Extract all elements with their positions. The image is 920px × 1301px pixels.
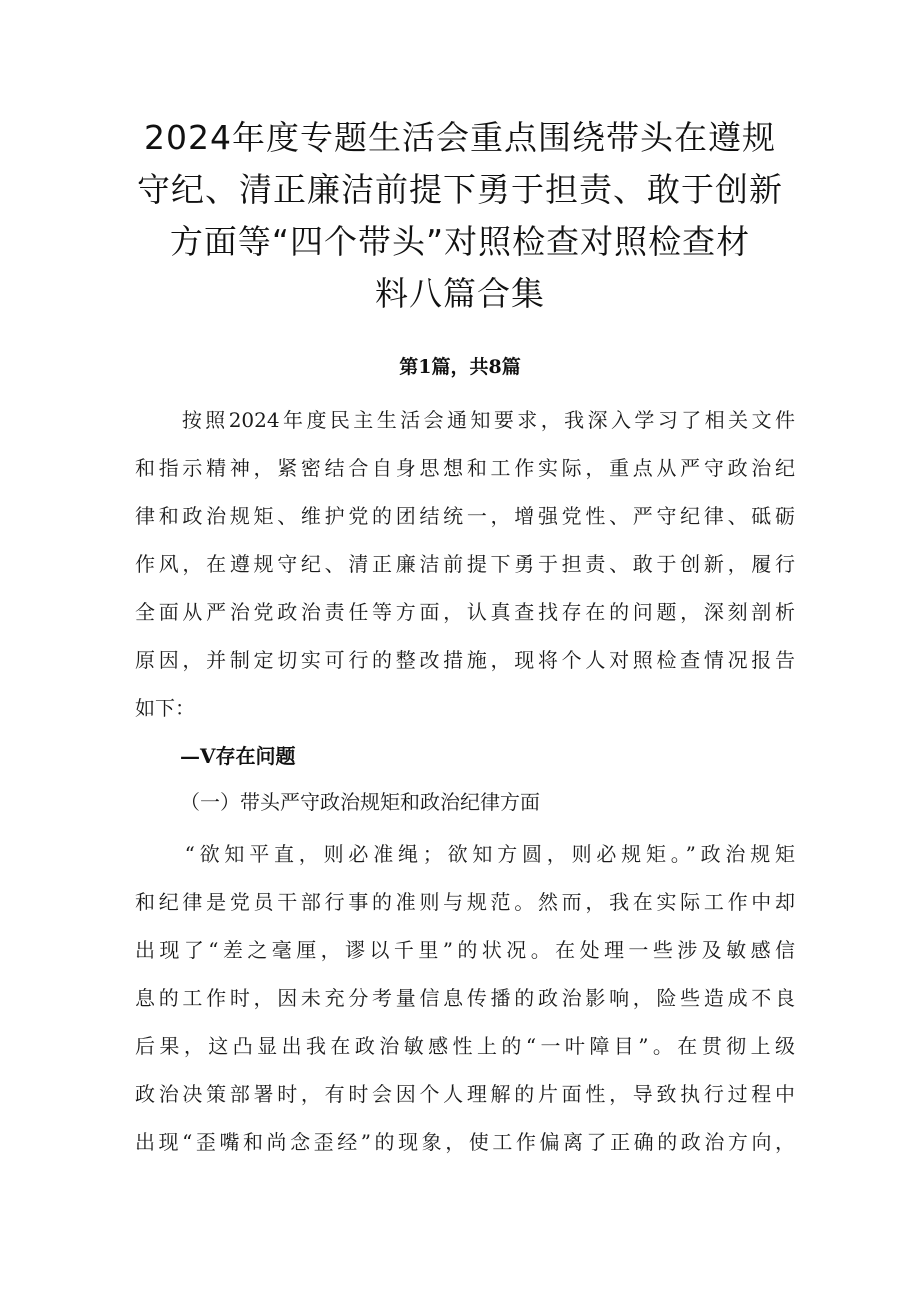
title-line: 料八篇合集 <box>375 274 545 313</box>
paragraph-line: 出现了“差之毫厘，谬以千里”的状况。在处理一些涉及敏感信 <box>135 938 795 962</box>
body-paragraph <box>135 830 795 1166</box>
paragraph-line: 全面从严治党政治责任等方面，认真查找存在的问题，深刻剖析 <box>135 600 795 624</box>
title-line: 方面等“四个带头”对照检查对照检查材 <box>169 222 751 261</box>
subsection-heading: （一）带头严守政治规矩和政治纪律方面 <box>180 790 540 814</box>
intro-paragraph <box>135 396 795 732</box>
document-subtitle: 第1篇，共8篇 <box>399 356 521 378</box>
paragraph-line: 息的工作时，因未充分考量信息传播的政治影响，险些造成不良 <box>135 986 795 1010</box>
paragraph-line: 如下： <box>135 696 195 720</box>
paragraph-line: 出现“歪嘴和尚念歪经”的现象，使工作偏离了正确的政治方向， <box>135 1130 795 1154</box>
title-line: 守纪、清正廉洁前提下勇于担责、敢于创新 <box>137 170 783 209</box>
title-line: 2024年度专题生活会重点围绕带头在遵规 <box>144 118 776 157</box>
paragraph-line: 政治决策部署时，有时会因个人理解的片面性，导致执行过程中 <box>135 1082 795 1106</box>
paragraph-line: 作风，在遵规守纪、清正廉洁前提下勇于担责、敢于创新，履行 <box>135 552 795 576</box>
paragraph-line: 后果，这凸显出我在政治敏感性上的“一叶障目”。在贯彻上级 <box>135 1034 795 1058</box>
document-title <box>130 112 790 320</box>
paragraph-line: “欲知平直，则必准绳；欲知方圆，则必规矩。”政治规矩 <box>135 842 795 866</box>
paragraph-line: 按照2024年度民主生活会通知要求，我深入学习了相关文件 <box>135 408 795 432</box>
paragraph-line: 和纪律是党员干部行事的准则与规范。然而，我在实际工作中却 <box>135 890 795 914</box>
paragraph-line: 和指示精神，紧密结合自身思想和工作实际，重点从严守政治纪 <box>135 456 795 480</box>
section-heading: —V存在问题 <box>180 744 296 768</box>
paragraph-line: 律和政治规矩、维护党的团结统一，增强党性、严守纪律、砥砺 <box>135 504 795 528</box>
paragraph-line: 原因，并制定切实可行的整改措施，现将个人对照检查情况报告 <box>135 648 795 672</box>
